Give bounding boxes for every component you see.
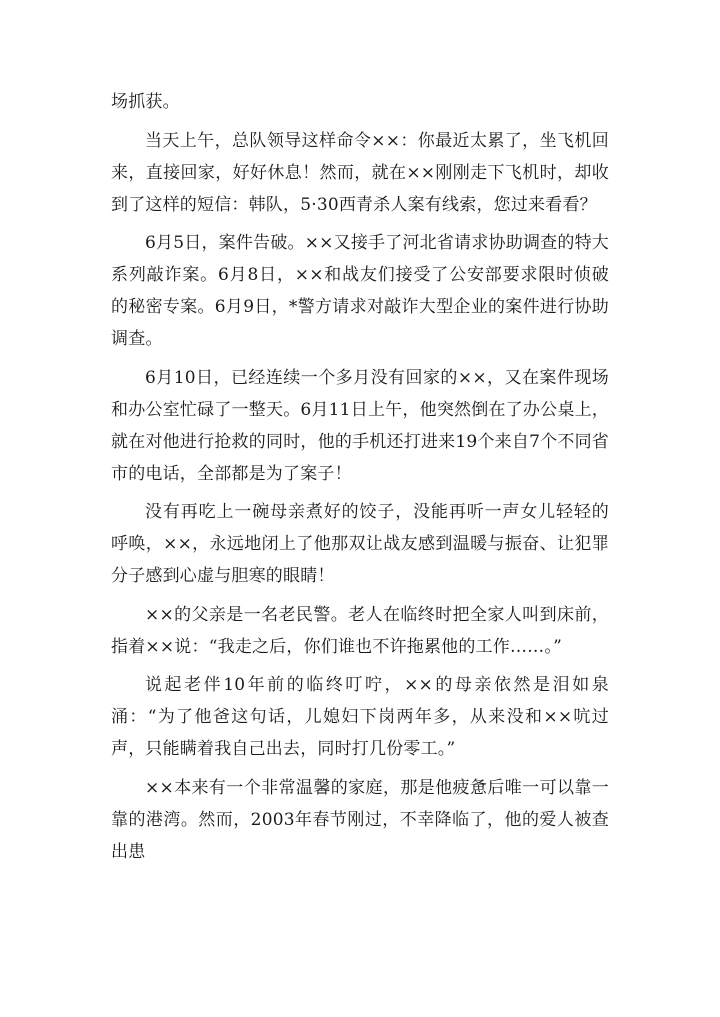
paragraph-7: 说起老伴10年前的临终叮咛，××的母亲依然是泪如泉涌：“为了他爸这句话，儿媳妇下岗两年多，从来没和××吭过声，只能瞒着我自己出去，同时打几份零工。” bbox=[111, 675, 609, 759]
paragraph-4: 6月10日，已经连续一个多月没有回家的××，又在案件现场和办公室忙碌了一整天。6月11日上午，他突然倒在了办公桌上，就在对他进行抢救的同时，他的手机还打进来19个来自7个不同省市的电话，全部都是为了案子！ bbox=[111, 367, 609, 484]
paragraph-1: 场抓获。 bbox=[111, 92, 180, 112]
paragraph-6: ××的父亲是一名老民警。老人在临终时把全家人叫到床前，指着××说：“我走之后，你们谁也不许拖累他的工作……。” bbox=[111, 604, 609, 657]
paragraph-2: 当天上午，总队领导这样命令××：你最近太累了，坐飞机回来，直接回家，好好休息！然而，就在××刚刚走下飞机时，却收到了这样的短信：韩队，5·30西青杀人案有线索，您过来看看？ bbox=[111, 130, 609, 215]
document-body bbox=[111, 86, 609, 874]
paragraph-5: 没有再吃上一碗母亲煮好的饺子，没能再听一声女儿轻轻的呼唤，××，永远地闭上了他那双让战友感到温暖与振奋、让犯罪分子感到心虚与胆寒的眼睛！ bbox=[111, 502, 609, 586]
paragraph-8: ××本来有一个非常温馨的家庭，那是他疲惫后唯一可以靠一靠的港湾。然而，2003年春节刚过，不幸降临了，他的爱人被查出患 bbox=[111, 777, 609, 862]
paragraph-3: 6月5日，案件告破。××又接手了河北省请求协助调查的特大系列敲诈案。6月8日，××和战友们接受了公安部要求限时侦破的秘密专案。6月9日，*警方请求对敲诈大型企业的案件进行协助调查。 bbox=[111, 233, 609, 349]
